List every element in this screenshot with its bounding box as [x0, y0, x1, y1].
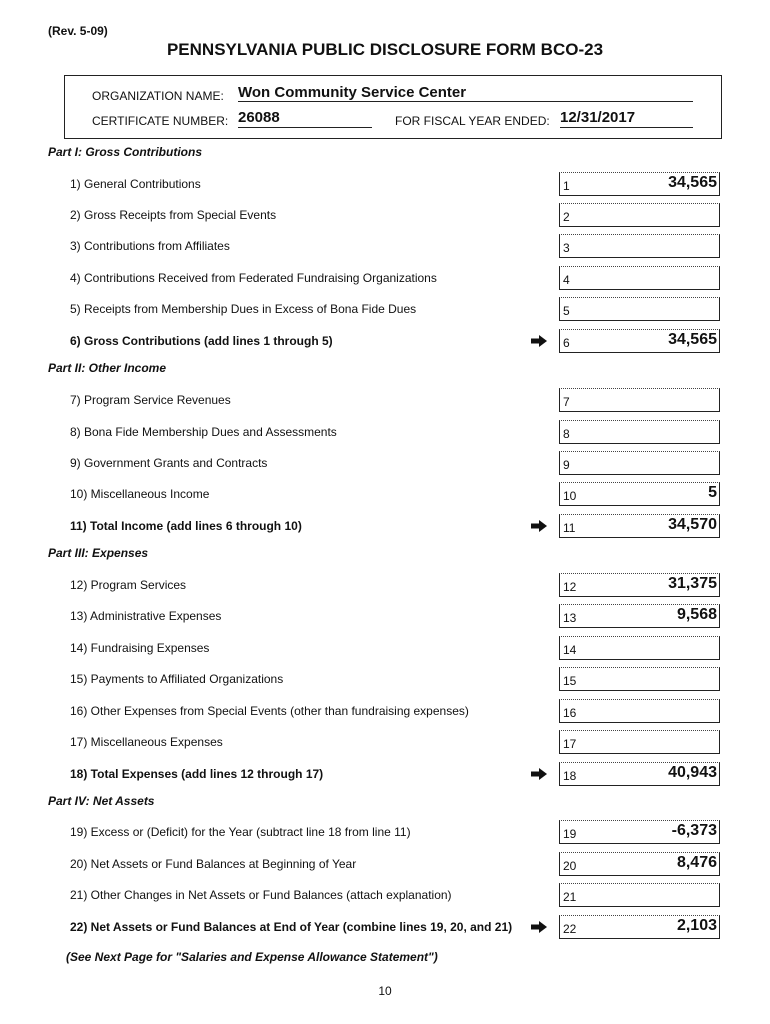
section-gross-contributions: Part I: Gross Contributions: [48, 145, 203, 159]
line-number: 14: [563, 643, 577, 657]
line-number: 19: [563, 827, 577, 841]
line-16-amount-box[interactable]: [559, 699, 720, 723]
line-18-amount-box[interactable]: [559, 762, 720, 786]
line-2-label: 2) Gross Receipts from Special Events: [70, 208, 277, 222]
line-number: 15: [563, 674, 577, 688]
line-15-label: 15) Payments to Affiliated Organizations: [70, 672, 284, 686]
line-13-label: 13) Administrative Expenses: [70, 609, 222, 623]
fiscal-year-field[interactable]: 12/31/2017: [560, 109, 693, 128]
line-number: 6: [563, 336, 570, 350]
line-number: 1: [563, 179, 570, 193]
line-number: 5: [563, 304, 570, 318]
line-7-label: 7) Program Service Revenues: [70, 393, 231, 407]
section-net-assets: Part IV: Net Assets: [48, 794, 155, 808]
form-title: PENNSYLVANIA PUBLIC DISCLOSURE FORM BCO-23: [166, 40, 604, 59]
line-number: 3: [563, 241, 570, 255]
line-10-label: 10) Miscellaneous Income: [70, 487, 210, 501]
line-amount: 40,943: [668, 764, 717, 781]
line-number: 9: [563, 458, 570, 472]
line-20-label: 20) Net Assets or Fund Balances at Beginning of Year: [70, 857, 357, 871]
line-1-label: 1) General Contributions: [70, 177, 201, 191]
line-17-label: 17) Miscellaneous Expenses: [70, 735, 223, 749]
line-16-label: 16) Other Expenses from Special Events (other than fundraising expenses): [70, 704, 469, 718]
revision-label: (Rev. 5-09): [48, 24, 108, 38]
line-amount: 9,568: [676, 606, 717, 623]
line-8-label: 8) Bona Fide Membership Dues and Assessments: [70, 425, 337, 439]
line-13-amount-box[interactable]: [559, 604, 720, 628]
line-19-amount-box[interactable]: [559, 820, 720, 844]
line-number: 20: [563, 859, 577, 873]
line-number: 12: [563, 580, 577, 594]
line-14-label: 14) Fundraising Expenses: [70, 641, 210, 655]
line-12-amount-box[interactable]: [559, 573, 720, 597]
line-10-amount-box[interactable]: [559, 482, 720, 506]
cert-number-field[interactable]: 26088: [238, 109, 372, 128]
line-12-label: 12) Program Services: [70, 578, 187, 592]
line-15-amount-box[interactable]: [559, 667, 720, 691]
line-18-label: 18) Total Expenses (add lines 12 through 17): [70, 767, 324, 781]
line-number: 8: [563, 427, 570, 441]
line-number: 4: [563, 273, 570, 287]
section-other-income: Part II: Other Income: [48, 361, 167, 375]
line-7-amount-box[interactable]: [559, 388, 720, 412]
line-amount: 2,103: [676, 917, 717, 934]
page-number: 10: [378, 984, 392, 998]
line-amount: 34,570: [668, 516, 717, 533]
line-amount: 5: [708, 484, 717, 501]
line-number: 7: [563, 395, 570, 409]
line-20-amount-box[interactable]: [559, 852, 720, 876]
line-14-amount-box[interactable]: [559, 636, 720, 660]
footnote: (See Next Page for "Salaries and Expense Allowance Statement"): [66, 950, 438, 964]
line-11-amount-box[interactable]: [559, 514, 720, 538]
line-2-amount-box[interactable]: [559, 203, 720, 227]
line-8-amount-box[interactable]: [559, 420, 720, 444]
fiscal-year-label: FOR FISCAL YEAR ENDED:: [395, 114, 550, 128]
line-number: 11: [563, 521, 576, 535]
line-22-label: 22) Net Assets or Fund Balances at End of Year (combine lines 19, 20, and 21): [70, 920, 513, 934]
right-arrow-icon: [531, 519, 547, 531]
line-17-amount-box[interactable]: [559, 730, 720, 754]
org-name-label: ORGANIZATION NAME:: [92, 89, 224, 103]
line-amount: 34,565: [668, 331, 717, 348]
line-21-amount-box[interactable]: [559, 883, 720, 907]
line-3-label: 3) Contributions from Affiliates: [70, 239, 230, 253]
line-22-amount-box[interactable]: [559, 915, 720, 939]
line-6-label: 6) Gross Contributions (add lines 1 through 5): [70, 334, 333, 348]
line-5-amount-box[interactable]: [559, 297, 720, 321]
cert-number-label: CERTIFICATE NUMBER:: [92, 114, 229, 128]
line-19-label: 19) Excess or (Deficit) for the Year (subtract line 18 from line 11): [70, 825, 411, 839]
line-number: 22: [563, 922, 577, 936]
line-11-label: 11) Total Income (add lines 6 through 10): [70, 519, 302, 533]
right-arrow-icon: [531, 767, 547, 779]
org-name-field[interactable]: Won Community Service Center: [238, 84, 693, 102]
line-6-amount-box[interactable]: [559, 329, 720, 353]
line-amount: 8,476: [676, 854, 717, 871]
line-21-label: 21) Other Changes in Net Assets or Fund Balances (attach explanation): [70, 888, 452, 902]
section-expenses: Part III: Expenses: [48, 546, 149, 560]
line-number: 10: [563, 489, 577, 503]
line-9-amount-box[interactable]: [559, 451, 720, 475]
line-9-label: 9) Government Grants and Contracts: [70, 456, 268, 470]
line-3-amount-box[interactable]: [559, 234, 720, 258]
line-5-label: 5) Receipts from Membership Dues in Excess of Bona Fide Dues: [70, 302, 417, 316]
line-4-amount-box[interactable]: [559, 266, 720, 290]
line-4-label: 4) Contributions Received from Federated Fundraising Organizations: [70, 271, 437, 285]
line-number: 21: [563, 890, 577, 904]
line-amount: -6,373: [671, 822, 717, 839]
right-arrow-icon: [531, 920, 547, 932]
line-number: 18: [563, 769, 577, 783]
right-arrow-icon: [531, 334, 547, 346]
line-number: 13: [563, 611, 577, 625]
line-number: 17: [563, 737, 577, 751]
line-number: 16: [563, 706, 577, 720]
line-1-amount-box[interactable]: [559, 172, 720, 196]
line-number: 2: [563, 210, 570, 224]
line-amount: 31,375: [668, 575, 717, 592]
line-amount: 34,565: [668, 174, 717, 191]
